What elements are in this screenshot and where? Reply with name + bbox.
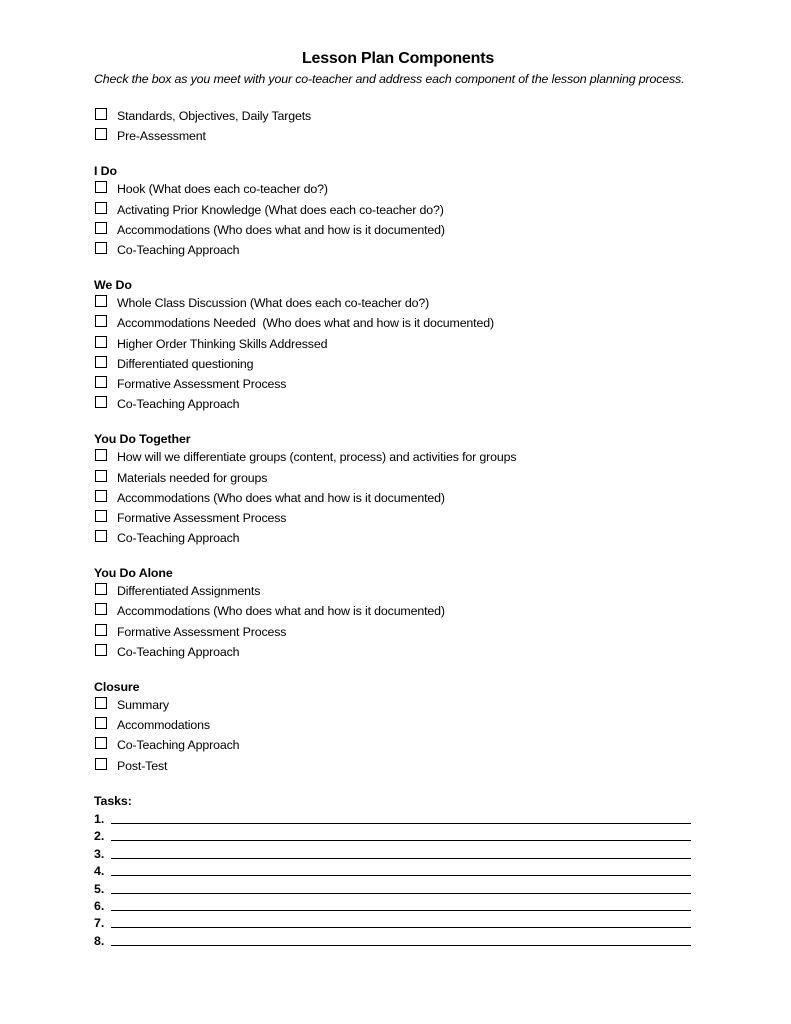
instructions-text: Check the box as you meet with your co-teacher and address each component of the lesson planning process.	[94, 72, 685, 86]
checklist-item[interactable]	[94, 106, 694, 126]
checkbox[interactable]	[95, 396, 107, 408]
task-row	[94, 896, 694, 913]
checkbox[interactable]	[95, 624, 107, 636]
checklist-item-label: Co-Teaching Approach	[117, 738, 240, 753]
checkbox[interactable]	[95, 202, 107, 214]
task-number: 4.	[94, 864, 105, 879]
checkbox[interactable]	[95, 181, 107, 193]
checklist-item[interactable]	[94, 508, 694, 528]
checkbox[interactable]	[95, 717, 107, 729]
task-blank-line[interactable]	[111, 915, 691, 928]
checkbox[interactable]	[95, 128, 107, 140]
checklist-item-label: Formative Assessment Process	[117, 510, 287, 525]
checklist-item[interactable]	[94, 447, 694, 467]
checklist-item-label: Differentiated Assignments	[117, 584, 261, 599]
checklist-item-label: Co-Teaching Approach	[117, 531, 240, 546]
checklist-item-label: Hook (What does each co-teacher do?)	[117, 182, 328, 197]
task-blank-line[interactable]	[111, 828, 691, 841]
checkbox[interactable]	[95, 108, 107, 120]
task-blank-line[interactable]	[111, 811, 691, 824]
checkbox[interactable]	[95, 510, 107, 522]
checklist-item[interactable]	[94, 394, 694, 414]
checklist-item-label: Whole Class Discussion (What does each co-teacher do?)	[117, 296, 430, 311]
task-blank-line[interactable]	[111, 898, 691, 911]
task-row	[94, 878, 694, 895]
checkbox[interactable]	[95, 376, 107, 388]
checklist-item[interactable]	[94, 200, 694, 220]
checklist-item[interactable]	[94, 488, 694, 508]
checklist-item[interactable]	[94, 528, 694, 548]
checkbox[interactable]	[95, 530, 107, 542]
task-row	[94, 843, 694, 860]
checkbox[interactable]	[95, 697, 107, 709]
checklist-item[interactable]	[94, 313, 694, 333]
checklist-item-label: Accommodations (Who does what and how is it documented)	[117, 490, 445, 505]
task-number: 3.	[94, 846, 105, 861]
checklist-item[interactable]	[94, 735, 694, 755]
task-blank-line[interactable]	[111, 846, 691, 859]
checklist-item-label: Accommodations Needed (Who does what and how is it documented)	[117, 316, 494, 331]
section-heading: We Do	[94, 278, 132, 293]
checkbox[interactable]	[95, 222, 107, 234]
checklist-item-label: Summary	[117, 698, 169, 713]
checklist-item[interactable]	[94, 293, 694, 313]
task-blank-line[interactable]	[111, 881, 691, 894]
checklist-item-label: Post-Test	[117, 758, 168, 773]
checkbox[interactable]	[95, 644, 107, 656]
checklist-item-label: Activating Prior Knowledge (What does each co-teacher do?)	[117, 202, 444, 217]
task-blank-line[interactable]	[111, 933, 691, 946]
task-row	[94, 930, 694, 947]
section-heading: You Do Together	[94, 432, 191, 447]
section-you-do-together	[94, 430, 694, 548]
checkbox[interactable]	[95, 242, 107, 254]
checklist-item-label: Co-Teaching Approach	[117, 397, 240, 412]
checkbox[interactable]	[95, 449, 107, 461]
tasks-heading: Tasks:	[94, 793, 132, 808]
checklist-item[interactable]	[94, 715, 694, 735]
section-heading: Closure	[94, 679, 140, 694]
checkbox[interactable]	[95, 470, 107, 482]
checkbox[interactable]	[95, 490, 107, 502]
tasks-section	[94, 792, 694, 948]
task-number: 5.	[94, 881, 105, 896]
checklist-item[interactable]	[94, 622, 694, 642]
checklist-item-label: Co-Teaching Approach	[117, 644, 240, 659]
checklist-item[interactable]	[94, 581, 694, 601]
checkbox[interactable]	[95, 315, 107, 327]
checklist-item[interactable]	[94, 354, 694, 374]
checkbox[interactable]	[95, 356, 107, 368]
checklist-item[interactable]	[94, 220, 694, 240]
document-title: Lesson Plan Components	[301, 50, 495, 67]
task-number: 1.	[94, 812, 105, 827]
task-blank-line[interactable]	[111, 863, 691, 876]
checklist-item[interactable]	[94, 179, 694, 199]
checklist-item[interactable]	[94, 240, 694, 260]
section-we-do	[94, 276, 694, 414]
checklist-item-label: Formative Assessment Process	[117, 376, 287, 391]
checklist-item-label: Accommodations (Who does what and how is it documented)	[117, 604, 445, 619]
task-number: 7.	[94, 916, 105, 931]
checkbox[interactable]	[95, 295, 107, 307]
section-heading: I Do	[94, 164, 118, 179]
checklist-item-label: Higher Order Thinking Skills Addressed	[117, 336, 328, 351]
checklist-item[interactable]	[94, 601, 694, 621]
checklist-item[interactable]	[94, 642, 694, 662]
checkbox[interactable]	[95, 336, 107, 348]
section-you-do-alone	[94, 564, 694, 662]
task-number: 6.	[94, 899, 105, 914]
checkbox[interactable]	[95, 583, 107, 595]
checklist-item[interactable]	[94, 695, 694, 715]
checklist-item[interactable]	[94, 126, 694, 146]
task-number: 2.	[94, 829, 105, 844]
checklist-item[interactable]	[94, 467, 694, 487]
checklist-item-label: Accommodations (Who does what and how is it documented)	[117, 222, 445, 237]
checklist-item-label: How will we differentiate groups (content, process) and activities for groups	[117, 450, 517, 465]
task-row	[94, 861, 694, 878]
checklist-item-label: Materials needed for groups	[117, 470, 268, 485]
checklist-item-label: Standards, Objectives, Daily Targets	[117, 109, 312, 124]
checkbox[interactable]	[95, 603, 107, 615]
task-number: 8.	[94, 933, 105, 948]
section-closure	[94, 678, 694, 776]
checklist-item-label: Accommodations	[117, 718, 210, 733]
section-preliminary	[94, 106, 694, 146]
checkbox[interactable]	[95, 737, 107, 749]
task-row	[94, 826, 694, 843]
checklist-item[interactable]	[94, 374, 694, 394]
checklist-item-label: Formative Assessment Process	[117, 624, 287, 639]
document-page	[94, 48, 694, 948]
section-i-do	[94, 162, 694, 260]
task-row	[94, 809, 694, 826]
checklist-item-label: Pre-Assessment	[117, 129, 206, 144]
checklist-item-label: Differentiated questioning	[117, 356, 254, 371]
checkbox[interactable]	[95, 758, 107, 770]
task-row	[94, 913, 694, 930]
checklist-item-label: Co-Teaching Approach	[117, 243, 240, 258]
section-heading: You Do Alone	[94, 566, 173, 581]
checklist-item[interactable]	[94, 334, 694, 354]
checklist-item[interactable]	[94, 756, 694, 776]
